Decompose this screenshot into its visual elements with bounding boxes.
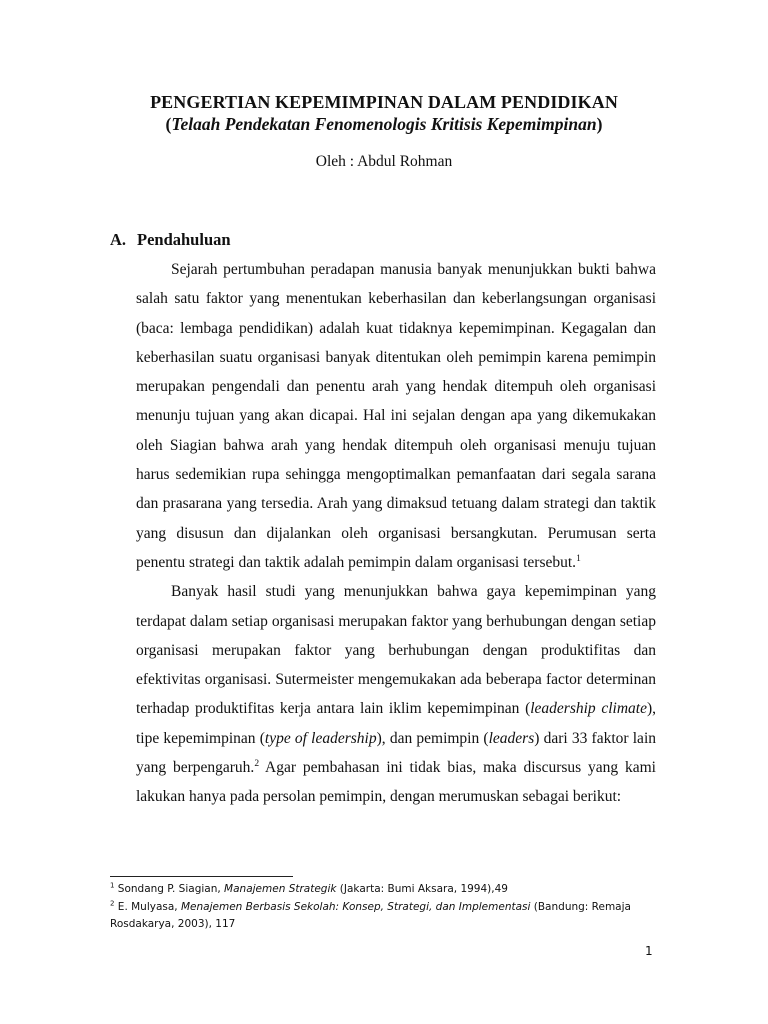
term-leaders: leaders	[488, 729, 535, 747]
paragraph-2-text-c: ), dan pemimpin (	[376, 729, 489, 747]
page-number: 1	[645, 944, 653, 958]
footnote-1-author: Sondang P. Siagian,	[114, 883, 225, 895]
footnote-1-number: 1	[110, 881, 115, 890]
footnote-ref-1: 1	[576, 553, 581, 564]
paragraph-2	[136, 577, 656, 811]
subtitle-open-paren: (	[165, 114, 172, 134]
footnote-2-title: Menajemen Berbasis Sekolah: Konsep, Strategi, dan Implementasi	[180, 900, 531, 913]
footnote-separator	[110, 876, 293, 877]
subtitle-close-paren: )	[596, 114, 603, 134]
paragraph-1-text: Sejarah pertumbuhan peradapan manusia banyak menunjukkan bukti bahwa salah satu faktor yang menentukan keberhasilan dan keberlangsungan organisasi (baca: lembaga pendidikan) adalah kuat tidaknya kepemimpinan. Kegagalan dan keberhasilan suatu organisasi banyak ditentukan oleh pemimpin karena pemimpin merupakan pengendali dan penentu arah yang hendak ditempuh oleh organisasi menunju tujuan yang akan dicapai. Hal ini sejalan dengan apa yang dikemukakan oleh Siagian bahwa arah yang hendak ditempuh oleh organisasi menuju tujuan harus sedemikian rupa sehingga mengoptimalkan pemanfaatan dari segala sarana dan prasarana yang tersedia. Arah yang dimaksud tetuang dalam strategi dan taktik yang disusun dan dijalankan oleh organisasi bersangkutan. Perumusan serta penentu strategi dan taktik adalah pemimpin dalam organisasi tersebut.	[136, 261, 656, 571]
footnote-1-rest: (Jakarta: Bumi Aksara, 1994),49	[336, 883, 508, 895]
footnote-ref-2: 2	[254, 758, 260, 769]
body-text	[136, 255, 656, 812]
paragraph-2-text-b: ), tipe kepemimpinan (	[136, 700, 656, 747]
document-subtitle	[0, 114, 768, 135]
footnote-1-title: Manajemen Strategik	[224, 883, 337, 895]
paragraph-2-text-a: Banyak hasil studi yang menunjukkan bahwa gaya kepemimpinan yang terdapat dalam setiap organisasi merupakan faktor yang berhubungan dengan setiap organisasi merupakan faktor yang berhubungan dengan produktifitas dan efektivitas organisasi. Sutermeister mengemukakan ada beberapa factor determinan terhadap produktifitas kerja antara lain iklim kepemimpinan (	[136, 583, 656, 718]
footnote-2-author: E. Mulyasa,	[114, 900, 181, 913]
subtitle-text: Telaah Pendekatan Fenomenologis Kritisis Kepemimpinan	[171, 114, 597, 134]
term-leadership-climate: leadership climate	[530, 700, 647, 718]
paragraph-1	[136, 255, 656, 577]
footnotes	[110, 881, 670, 934]
section-title: Pendahuluan	[137, 230, 231, 249]
footnote-2-number: 2	[110, 899, 115, 907]
paragraph-2-text-d: ) dari 33 faktor lain yang berpengaruh.	[136, 729, 656, 777]
footnote-1	[110, 881, 670, 899]
author-line: Oleh : Abdul Rohman	[315, 153, 453, 170]
footnote-2	[110, 899, 670, 934]
paragraph-2-text-e: Agar pembahasan ini tidak bias, maka discursus yang kami lakukan hanya pada persolan pemimpin, dengan merumuskan sebagai berikut:	[136, 759, 656, 806]
document-title: PENGERTIAN KEPEMIMPINAN DALAM PENDIDIKAN	[150, 92, 618, 112]
section-number: A.	[110, 230, 127, 249]
section-heading	[110, 230, 231, 250]
term-type-of-leadership: type of leadership	[264, 729, 377, 747]
footnote-2-rest: (Bandung: Remaja Rosdakarya, 2003), 117	[110, 900, 631, 930]
